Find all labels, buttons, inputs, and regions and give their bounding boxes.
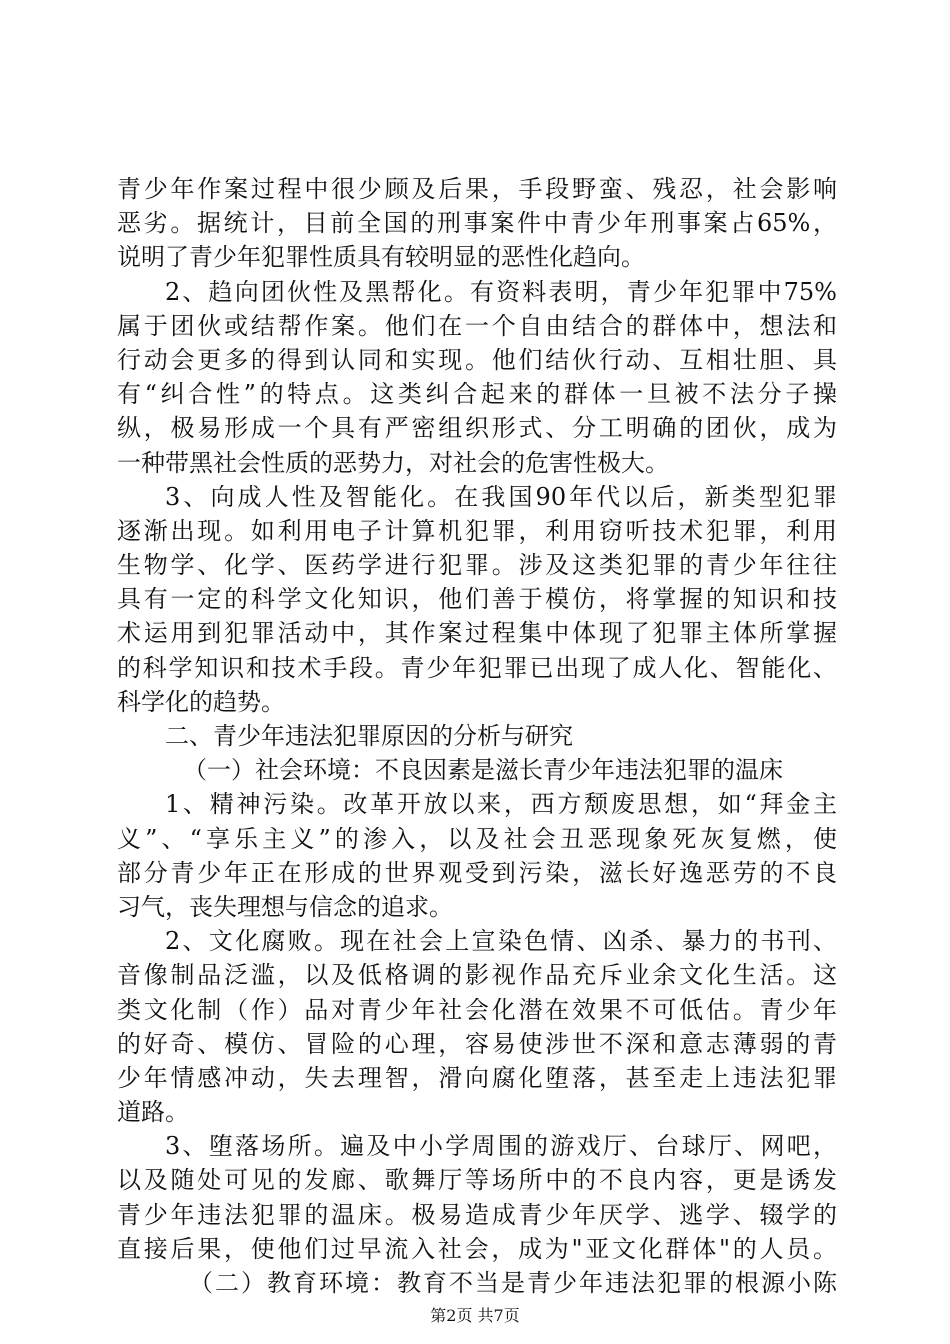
text-line: 行动会更多的得到认同和实现。他们结伙行动、互相壮胆、具 [117, 345, 837, 374]
page-number-footer: 第2页 共7页 [430, 1306, 520, 1325]
text-line: 以及随处可见的发廊、歌舞厅等场所中的不良内容，更是诱发 [117, 1166, 837, 1195]
text-line: 生物学、化学、医药学进行犯罪。涉及这类犯罪的青少年往往 [117, 551, 837, 580]
text-line: 一种带黑社会性质的恶势力，对社会的危害性极大。 [117, 448, 669, 477]
text-line: 义”、“享乐主义”的渗入，以及社会丑恶现象死灰复燃，使 [117, 824, 837, 853]
text-line: 说明了青少年犯罪性质具有较明显的恶性化趋向。 [117, 243, 645, 272]
text-line: 习气，丧失理想与信念的追求。 [117, 892, 453, 921]
text-line: 少年情感冲动，失去理智，滑向腐化堕落，甚至走上违法犯罪 [117, 1063, 837, 1092]
text-line: 恶劣。据统计，目前全国的刑事案件中青少年刑事案占65%， [117, 209, 837, 238]
text-line: 具有一定的科学文化知识，他们善于模仿，将掌握的知识和技 [117, 585, 837, 614]
paragraph-start-line: 2、文化腐败。现在社会上宣染色情、凶杀、暴力的书刊、 [165, 927, 837, 956]
text-line: 的好奇、模仿、冒险的心理，容易使涉世不深和意志薄弱的青 [117, 1029, 837, 1058]
paragraph-start-line: 1、精神污染。改革开放以来，西方颓废思想，如“拜金主 [165, 790, 837, 819]
subsection-heading: （一）社会环境：不良因素是滋长青少年违法犯罪的温床 [183, 756, 783, 785]
document-body [117, 172, 837, 1300]
text-line: 纵，极易形成一个具有严密组织形式、分工明确的团伙，成为 [117, 414, 837, 443]
text-line: 属于团伙或结帮作案。他们在一个自由结合的群体中，想法和 [117, 311, 837, 340]
text-line: 部分青少年正在形成的世界观受到污染，滋长好逸恶劳的不良 [117, 858, 837, 887]
text-line: 道路。 [117, 1098, 189, 1127]
text-line: 科学化的趋势。 [117, 687, 285, 716]
text-line: 直接后果，使他们过早流入社会，成为"亚文化群体"的人员。 [117, 1234, 837, 1263]
paragraph-start-line: 3、堕落场所。遍及中小学周围的游戏厅、台球厅、网吧， [165, 1132, 837, 1161]
section-heading: 二、青少年违法犯罪原因的分析与研究 [165, 722, 573, 750]
text-line: 有“纠合性”的特点。这类纠合起来的群体一旦被不法分子操 [117, 380, 837, 409]
text-line: 术运用到犯罪活动中，其作案过程集中体现了犯罪主体所掌握 [117, 619, 837, 648]
text-line: 类文化制（作）品对青少年社会化潜在效果不可低估。青少年 [117, 995, 837, 1024]
paragraph-start-line: 2、趋向团伙性及黑帮化。有资料表明，青少年犯罪中75% [165, 277, 837, 306]
paragraph-start-line: 3、向成人性及智能化。在我国90年代以后，新类型犯罪 [165, 482, 837, 511]
text-line: 音像制品泛滥，以及低格调的影视作品充斥业余文化生活。这 [117, 961, 837, 990]
text-line: 青少年违法犯罪的温床。极易造成青少年厌学、逃学、辍学的 [117, 1200, 837, 1229]
text-line: 青少年作案过程中很少顾及后果，手段野蛮、残忍，社会影响 [117, 175, 837, 203]
subsection-heading: （二）教育环境：教育不当是青少年违法犯罪的根源小陈 [189, 1269, 837, 1297]
text-line: 逐渐出现。如利用电子计算机犯罪，利用窃听技术犯罪，利用 [117, 516, 837, 545]
text-line: 的科学知识和技术手段。青少年犯罪已出现了成人化、智能化、 [117, 653, 837, 682]
